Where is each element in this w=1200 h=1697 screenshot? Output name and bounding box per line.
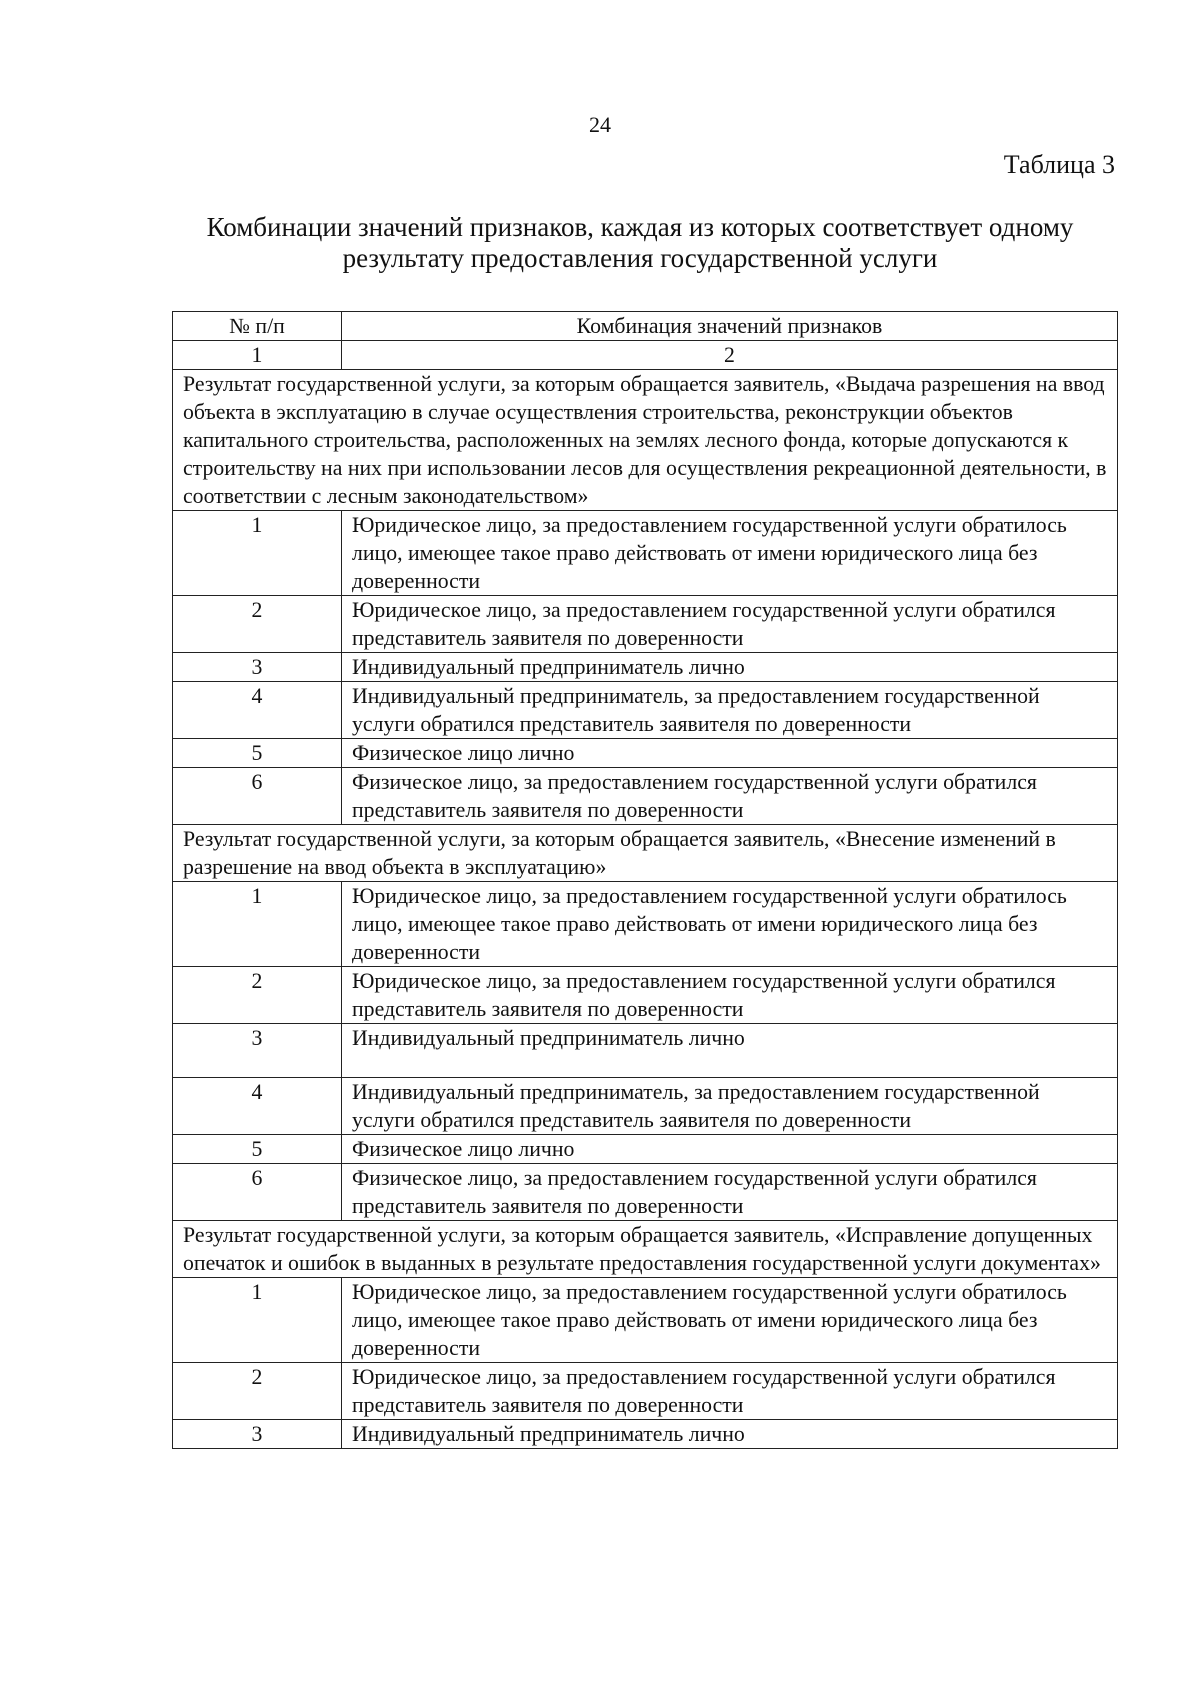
row-number: 3 <box>173 653 342 682</box>
table-row <box>173 967 1118 1024</box>
row-number: 6 <box>173 1164 342 1221</box>
row-text: Индивидуальный предприниматель лично <box>342 1024 1118 1078</box>
row-number: 2 <box>173 967 342 1024</box>
section-title: Результат государственной услуги, за которым обращается заявитель, «Выдача разрешения на ввод объекта в эксплуатацию в случае осуществления строительства, реконструкции объектов капитального строительства, расположенных на землях лесного фонда, которые допускаются к строительству на них при использовании лесов для осуществления рекреационной деятельности, в соответствии с лесным законодательством» <box>173 370 1118 511</box>
table-row <box>173 1135 1118 1164</box>
row-number: 2 <box>173 1363 342 1420</box>
table-row <box>173 596 1118 653</box>
header-row <box>173 312 1118 341</box>
page-number: 24 <box>589 112 611 137</box>
table-row <box>173 882 1118 967</box>
section-row <box>173 825 1118 882</box>
row-number: 5 <box>173 1135 342 1164</box>
row-text: Юридическое лицо, за предоставлением государственной услуги обратился представитель заявителя по доверенности <box>342 596 1118 653</box>
row-text: Юридическое лицо, за предоставлением государственной услуги обратился представитель заявителя по доверенности <box>342 1363 1118 1420</box>
combinations-table <box>172 311 1118 1449</box>
row-number: 5 <box>173 739 342 768</box>
row-text: Юридическое лицо, за предоставлением государственной услуги обратился представитель заявителя по доверенности <box>342 967 1118 1024</box>
section-title: Результат государственной услуги, за которым обращается заявитель, «Исправление допущенных опечаток и ошибок в выданных в результате предоставления государственной услуги документах» <box>173 1221 1118 1278</box>
table-label: Таблица 3 <box>1003 150 1115 179</box>
row-number: 4 <box>173 682 342 739</box>
row-number: 3 <box>173 1420 342 1449</box>
section-row <box>173 1221 1118 1278</box>
table-row <box>173 1420 1118 1449</box>
document-title <box>160 212 1120 274</box>
row-text: Физическое лицо лично <box>342 1135 1118 1164</box>
row-text: Юридическое лицо, за предоставлением государственной услуги обратилось лицо, имеющее такое право действовать от имени юридического лица без доверенности <box>342 1278 1118 1363</box>
column-number-row <box>173 341 1118 370</box>
header-number: № п/п <box>173 312 342 341</box>
section-title: Результат государственной услуги, за которым обращается заявитель, «Внесение изменений в разрешение на ввод объекта в эксплуатацию» <box>173 825 1118 882</box>
row-number: 4 <box>173 1078 342 1135</box>
row-number: 1 <box>173 511 342 596</box>
row-number: 6 <box>173 768 342 825</box>
table-row <box>173 739 1118 768</box>
row-text: Индивидуальный предприниматель, за предоставлением государственной услуги обратился представитель заявителя по доверенности <box>342 682 1118 739</box>
column-number-1: 1 <box>173 341 342 370</box>
table-row <box>173 653 1118 682</box>
table-row <box>173 1363 1118 1420</box>
table-row <box>173 1278 1118 1363</box>
column-number-2: 2 <box>342 341 1118 370</box>
row-number: 2 <box>173 596 342 653</box>
header-combination: Комбинация значений признаков <box>342 312 1118 341</box>
row-number: 3 <box>173 1024 342 1078</box>
row-text: Юридическое лицо, за предоставлением государственной услуги обратилось лицо, имеющее такое право действовать от имени юридического лица без доверенности <box>342 511 1118 596</box>
title-line-1: Комбинации значений признаков, каждая из которых соответствует одному <box>206 212 1074 242</box>
row-text: Индивидуальный предприниматель лично <box>342 1420 1118 1449</box>
row-text: Физическое лицо лично <box>342 739 1118 768</box>
row-number: 1 <box>173 1278 342 1363</box>
table-row <box>173 1078 1118 1135</box>
table-row <box>173 682 1118 739</box>
row-text: Физическое лицо, за предоставлением государственной услуги обратился представитель заявителя по доверенности <box>342 1164 1118 1221</box>
table-row <box>173 1024 1118 1078</box>
row-text: Индивидуальный предприниматель лично <box>342 653 1118 682</box>
row-text: Индивидуальный предприниматель, за предоставлением государственной услуги обратился представитель заявителя по доверенности <box>342 1078 1118 1135</box>
row-text: Юридическое лицо, за предоставлением государственной услуги обратилось лицо, имеющее такое право действовать от имени юридического лица без доверенности <box>342 882 1118 967</box>
table-row <box>173 511 1118 596</box>
row-number: 1 <box>173 882 342 967</box>
table-row <box>173 768 1118 825</box>
row-text: Физическое лицо, за предоставлением государственной услуги обратился представитель заявителя по доверенности <box>342 768 1118 825</box>
section-row <box>173 370 1118 511</box>
table-row <box>173 1164 1118 1221</box>
title-line-2: результату предоставления государственной услуги <box>342 243 938 273</box>
